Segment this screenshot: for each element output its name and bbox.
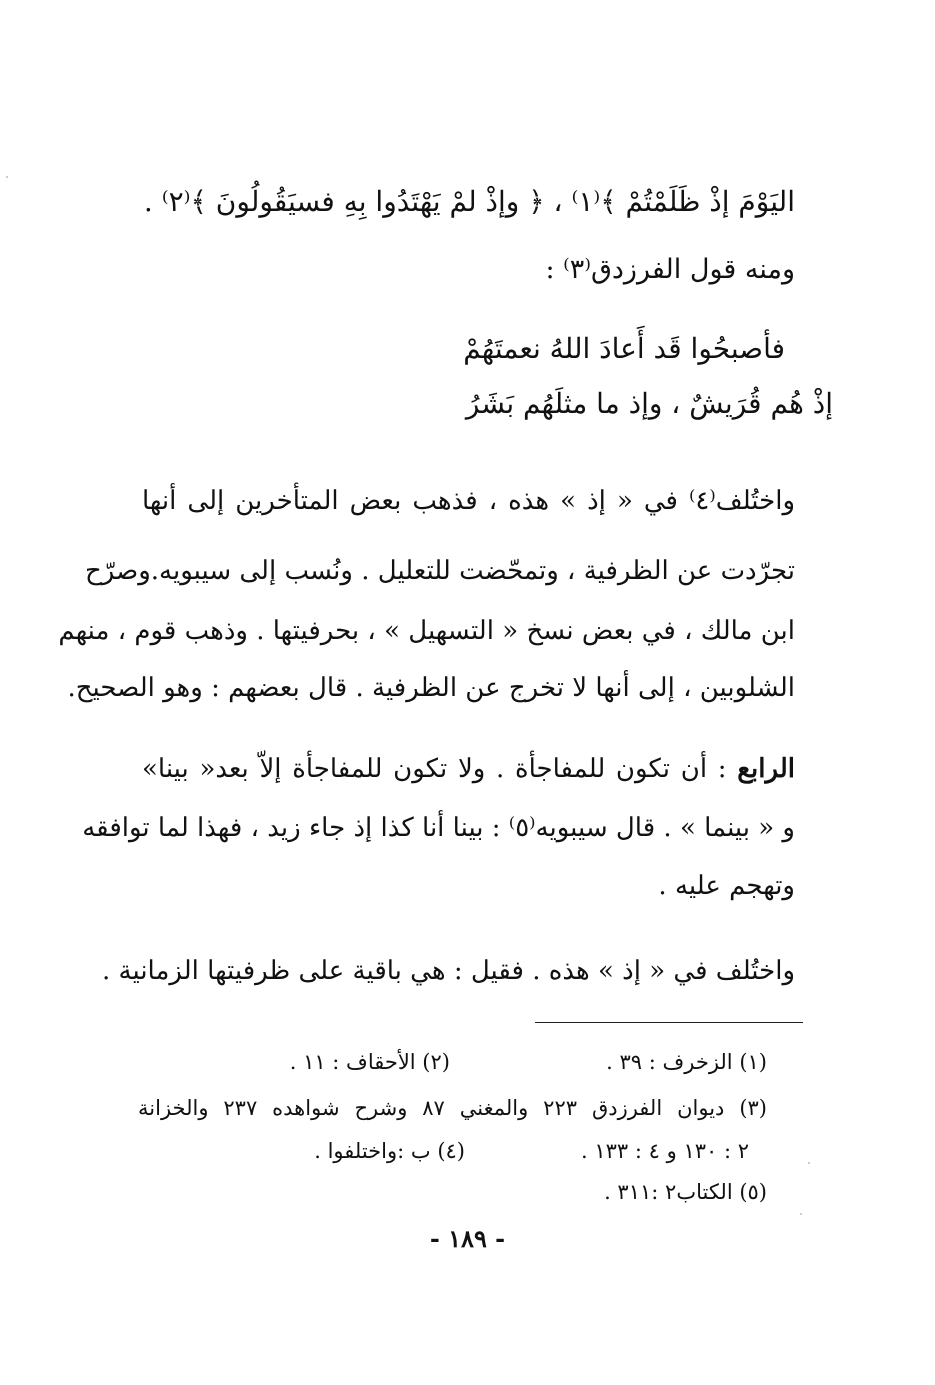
scan-speck — [808, 1162, 810, 1164]
intro-line: ومنه قول الفرزدق⁽٣⁾ : — [545, 254, 795, 285]
paragraph-3-line: واختُلف في « إذ » هذه . فقيل : هي باقية على ظرفيتها الزمانية . — [102, 956, 795, 986]
paragraph-1-line-2: تجرّدت عن الظرفية ، وتمحّضت للتعليل . ونُسب إلى سيبويه.وصرّح — [85, 556, 795, 586]
paragraph-2-line-3: وتهجم عليه . — [658, 871, 795, 901]
footnote-2: (٢) الأحقاف : ١١ . — [289, 1050, 450, 1074]
paragraph-1-line-4: الشلوبين ، إلى أنها لا تخرج عن الظرفية . قال بعضهم : وهو الصحيح. — [67, 673, 795, 703]
scan-speck — [6, 176, 8, 178]
footnote-3-line-2: ٢ : ١٣٠ و ٤ : ١٣٣ . — [581, 1139, 749, 1163]
section-label: الرابع — [737, 754, 796, 784]
footnote-3-line-1: (٣) ديوان الفرزدق ٢٢٣ والمغني ٨٧ وشرح شواهده ٢٣٧ والخزانة — [138, 1096, 767, 1120]
paragraph-2-line-1 — [142, 756, 795, 782]
paragraph-2-line-1-text: : أن تكون للمفاجأة . ولا تكون للمفاجأة إلاّ بعد« بينا» — [142, 754, 727, 784]
page-number: - ١٨٩ - — [429, 1224, 506, 1253]
paragraph-1-line-3: ابن مالك ، في بعض نسخ « التسهيل » ، بحرفيتها . وذهب قوم ، منهم — [58, 616, 795, 646]
quran-quote-line: اليَوْمَ إذْ ظَلَمْتُمْ ﴾⁽١⁾ ، ﴿ وإذْ لمْ يَهْتَدُوا بِهِ فسيَقُولُونَ ﴾⁽٢⁾ . — [143, 185, 795, 218]
footnote-1: (١) الزخرف : ٣٩ . — [606, 1050, 767, 1074]
footnote-4: (٤) ب :واختلفوا . — [314, 1139, 465, 1163]
scan-speck — [800, 1213, 802, 1215]
footnote-rule — [535, 1022, 803, 1023]
footnote-5: (٥) الكتاب٢ :٣١١ . — [604, 1180, 767, 1204]
verse-first-hemistich: فأصبحُوا قَد أَعادَ اللهُ نعمتَهُمْ — [463, 332, 785, 365]
paragraph-1-line-1: واختُلف⁽٤⁾ في « إذ » هذه ، فذهب بعض المتأخرين إلى أنها — [142, 486, 795, 516]
paragraph-2-line-2: و « بينما » . قال سيبويه⁽٥⁾ : بينا أنا كذا إذ جاء زيد ، فهذا لما توافقه — [82, 813, 795, 843]
verse-second-hemistich: إذْ هُم قُرَيشٌ ، وإذ ما مثلَهُم بَشَرُ — [465, 387, 833, 420]
